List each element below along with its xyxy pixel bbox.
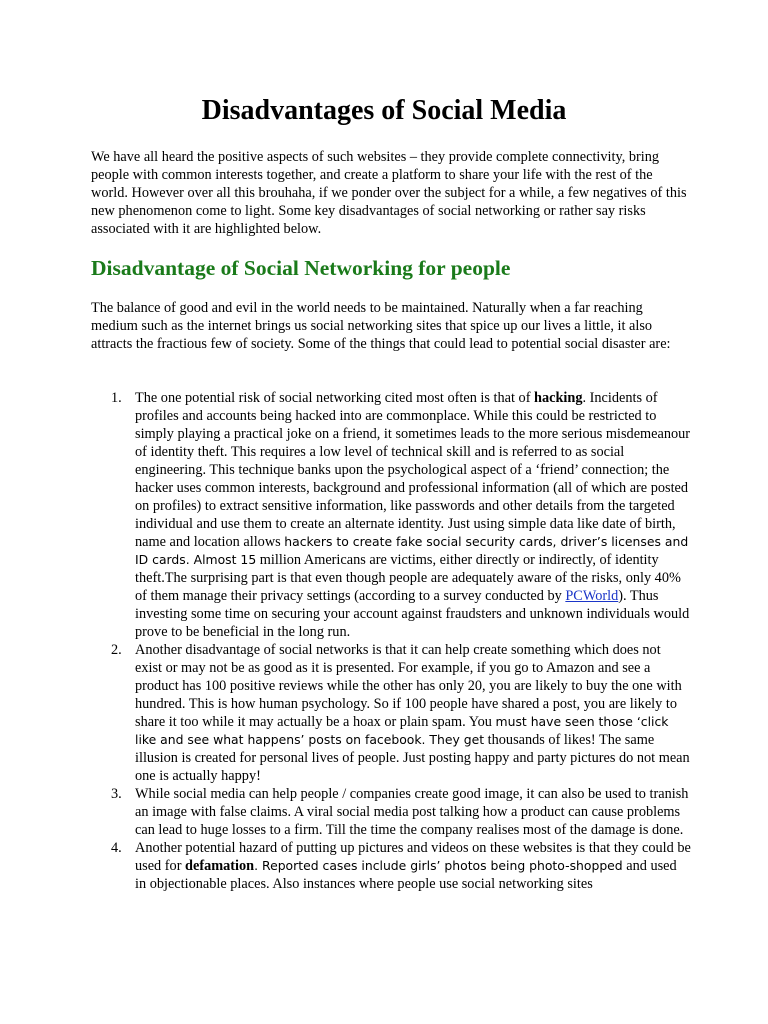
item-text-sans: . Reported cases include girls’ photos being photo-shopped [254, 858, 623, 873]
bold-term: hacking [534, 390, 583, 406]
list-item-hacking [91, 389, 691, 641]
item-text: and used in objectionable places. Also instances where people use social networking sites [135, 858, 677, 892]
section-heading: Disadvantage of Social Networking for people [91, 256, 511, 280]
item-text: Another potential hazard of putting up pictures and videos on these websites is that they could be used for [135, 840, 691, 874]
list-item-illusion [91, 641, 691, 785]
item-text-sans: hackers to create fake social security cards, driver’s licenses and ID cards. Almost 15 [135, 534, 689, 567]
bold-term: defamation [185, 858, 255, 874]
risk-list [91, 389, 691, 893]
list-item-image [91, 785, 691, 839]
list-item-defamation [91, 839, 691, 893]
item-text: While social media can help people / companies create good image, it can also be used to tranish an image with false claims. A viral social media post talking how a product can cause problems can lead to huge losses to a firm. Till the time the company realises most of the damage is done. [135, 786, 689, 838]
page-title: Disadvantages of Social Media [201, 95, 567, 126]
pcworld-link[interactable]: PCWorld [565, 588, 619, 604]
list-number: 4. [111, 840, 122, 856]
item-text: . Incidents of profiles and accounts being hacked into are commonplace. While this could be restricted to simply playing a practical joke on a friend, it sometimes leads to the more serious misdemeanour of identity theft. This requires a low level of technical skill and is referred to as social engineering. This technique banks upon the psychological aspect of a ‘friend’ connection; the hacker uses common interests, background and professional information (all of which are posted on profiles) to extract sensitive information, like passwords and other details from the targeted individual and use them to create an alternate identity. Just using simple data like date of birth, name and location allows [135, 390, 691, 550]
intro-paragraph: We have all heard the positive aspects of such websites – they provide complete connectivity, bring people with common interests together, and create a platform to share your life with the rest of the world. However over all this brouhaha, if we ponder over the subject for a while, a few negatives of this new phenomenon come to light. Some key disadvantages of social networking or rather say risks associated with it are highlighted below. [91, 149, 687, 237]
list-number: 2. [111, 642, 122, 658]
item-text: thousands of likes! The same illusion is created for personal lives of people. Just posting happy and party pictures do not mean one is actually happy! [135, 732, 690, 784]
item-text-sans: must have seen those ‘click like and see what happens’ posts on facebook. They get [135, 714, 669, 747]
item-text: Another disadvantage of social networks is that it can help create something which does not exist or may not be as good as it is presented. For example, if you go to Amazon and see a product has 100 positive reviews while the other has only 20, you are likely to buy the one with hundred. This is how human psychology. So if 100 people have shared a post, you are likely to share it too while it may actually be a hoax or plain spam. You [135, 642, 682, 730]
item-text: ). Thus investing some time on securing your account against fraudsters and unknown individuals would prove to be beneficial in the long run. [135, 588, 690, 640]
list-number: 3. [111, 786, 122, 802]
item-text: million Americans are victims, either directly or indirectly, of identity theft.The surprising part is that even though people are adequately aware of the risks, only 40% of them manage their privacy settings (according to a survey conducted by [135, 552, 681, 604]
section-intro-paragraph: The balance of good and evil in the world needs to be maintained. Naturally when a far reaching medium such as the internet brings us social networking sites that spice up our lives a little, it also attracts the fractious few of society. Some of the things that could lead to potential social disaster are: [91, 300, 671, 352]
list-number: 1. [111, 390, 122, 406]
item-text: The one potential risk of social networking cited most often is that of [135, 390, 535, 406]
